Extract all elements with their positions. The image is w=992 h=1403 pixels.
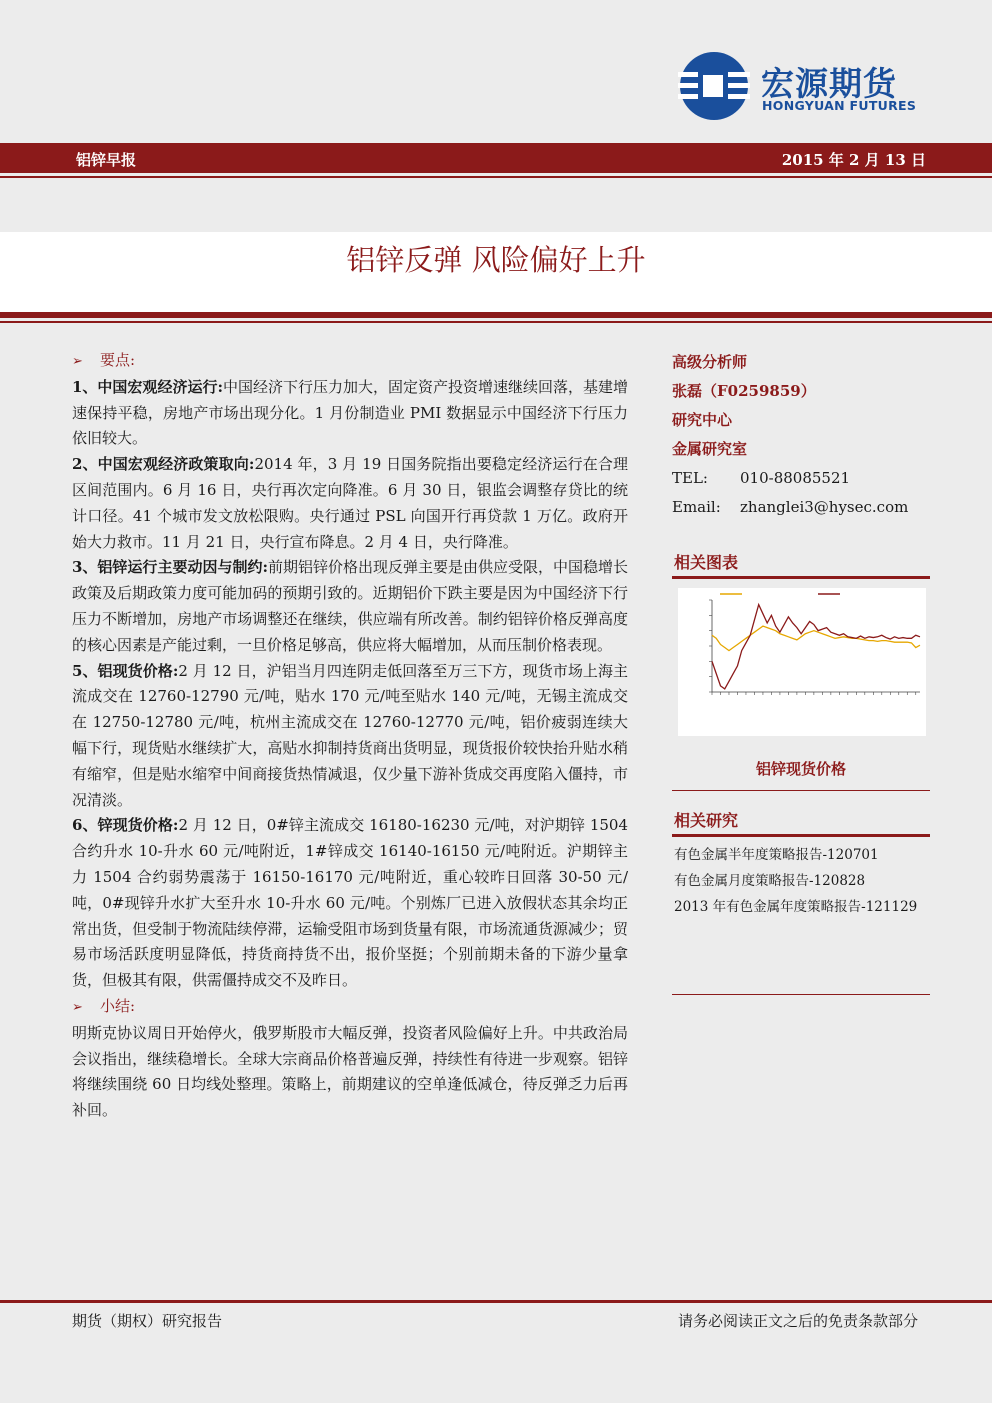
chart-caption: 铝锌现货价格 [755,760,846,778]
analyst-dept: 研究中心 [672,411,733,429]
research-item[interactable]: 有色金属月度策略报告-120828 [674,873,866,889]
analyst-lab: 金属研究室 [672,440,748,458]
analyst-tel: TEL: 010-88085521 [672,469,851,487]
header-divider [0,176,992,178]
brand-logo [676,50,936,122]
key-points-heading: ➢ 要点: [72,348,628,375]
research-item[interactable]: 2013 年有色金属年度策略报告-121129 [674,899,918,915]
chart-section-divider [672,790,930,791]
brand-name-cn: 宏源期货 [761,64,897,103]
analyst-name: 张磊（F0259859） [672,382,816,400]
research-item[interactable]: 有色金属半年度策略报告-120701 [674,847,879,863]
price-chart-svg [678,588,926,736]
key-point-item: 5、铝现货价格:2 月 12 日，沪铝当月四连阴走低回落至万三下方，现货市场上海主流成交在 12760-12790 元/吨，贴水 170 元/吨至贴水 140 元/吨，无锡主流成交在 12750-12780 元/吨，杭州主流成交在 12760-12770 元/吨，铝价疲弱连续大幅下行，现货贴水继续扩大，高贴水抑制持货商出货明显，现货报价较快抬升贴水稍有缩窄，但是贴水缩窄中间商接货热情减退，仅少量下游补货成交再度陷入僵持，市况清淡。 [72,661,629,809]
summary-heading: ➢ 小结: [72,994,628,1021]
hongyuan-logo-icon [676,50,752,122]
footer-report-type: 期货（期权）研究报告 [72,1312,223,1330]
header-bar [0,143,992,173]
arrow-bullet-icon: ➢ [72,354,83,369]
research-section-divider [672,994,930,995]
series-line-2 [712,605,920,689]
report-date: 2015 年 2 月 13 日 [781,151,926,169]
title-divider-thin [0,321,992,323]
arrow-bullet-icon: ➢ [72,999,83,1015]
main-content [72,348,628,1124]
key-point-item: 6、锌现货价格:2 月 12 日，0#锌主流成交 16180-16230 元/吨，对沪期锌 1504 合约升水 10-升水 60 元/吨附近，1#锌成交 16140-16150 元/吨附近。沪期锌主力 1504 合约弱势震荡于 16150-16170 元/吨附近，重心较昨日回落 30-50 元/吨，0#现锌升水扩大至升水 10-升水 60 元/吨。个别炼厂已进入放假状态其余均正常出货，但受制于物流陆续停滞，运输受阻市场到货量有限，市场流通货源减少；贸易市场活跃度明显降低，持货商持货不出，报价坚挺；个别前期未备的下游少量拿货，但极其有限，供需僵持成交不及昨日。 [72,816,628,990]
analyst-block [672,348,934,522]
brand-name-en: HONGYUAN FUTURES [762,98,917,113]
chart-axes [712,600,920,692]
footer-divider [0,1300,992,1303]
research-list [674,842,917,920]
related-chart-heading: 相关图表 [672,548,930,579]
key-point-item: 2、中国宏观经济政策取向:2014 年，3 月 19 日国务院指出要稳定经济运行在合理区间范围内。6 月 16 日，央行再次定向降准。6 月 30 日，银监会调整存贷比的统计口径。41 个城市发文放松限购。央行通过 PSL 向国开行再贷款 1 万亿。政府开始大力救市。11 月 21 日，央行宣布降息。2 月 4 日，央行降准。 [72,455,628,551]
price-chart [678,588,926,736]
title-divider-thick [0,312,992,318]
analyst-role: 高级分析师 [672,353,748,371]
related-research-heading: 相关研究 [672,806,930,837]
report-type: 铝锌早报 [76,151,137,169]
key-point-item: 1、中国宏观经济运行:中国经济下行压力加大，固定资产投资增速继续回落，基建增速保持平稳，房地产市场出现分化。1 月份制造业 PMI 数据显示中国经济下行压力依旧较大。 [72,377,628,448]
analyst-email[interactable]: Email: zhanglei3@hysec.com [672,498,909,516]
summary-text: 明斯克协议周日开始停火，俄罗斯股市大幅反弹，投资者风险偏好上升。中共政治局会议指出，继续稳增长。全球大宗商品价格普遍反弹，持续性有待进一步观察。铝锌将继续围绕 60 日均线处整理。策略上，前期建议的空单逢低减仓，待反弹乏力后再补回。 [72,1023,628,1120]
key-point-item: 3、铝锌运行主要动因与制约:前期铝锌价格出现反弹主要是由供应受限，中国稳增长政策及后期政策力度可能加码的预期引致的。近期铝价下跌主要是因为中国经济下行压力不断增加，房地产市场调整还在继续，供应端有所改善。制约铝锌价格反弹高度的核心因素是产能过剩，一旦价格足够高，供应将大幅增加，从而压制价格表现。 [72,558,628,654]
footer-disclaimer: 请务必阅读正文之后的免责条款部分 [677,1312,918,1330]
report-title: 铝锌反弹 风险偏好上升 [346,243,646,277]
